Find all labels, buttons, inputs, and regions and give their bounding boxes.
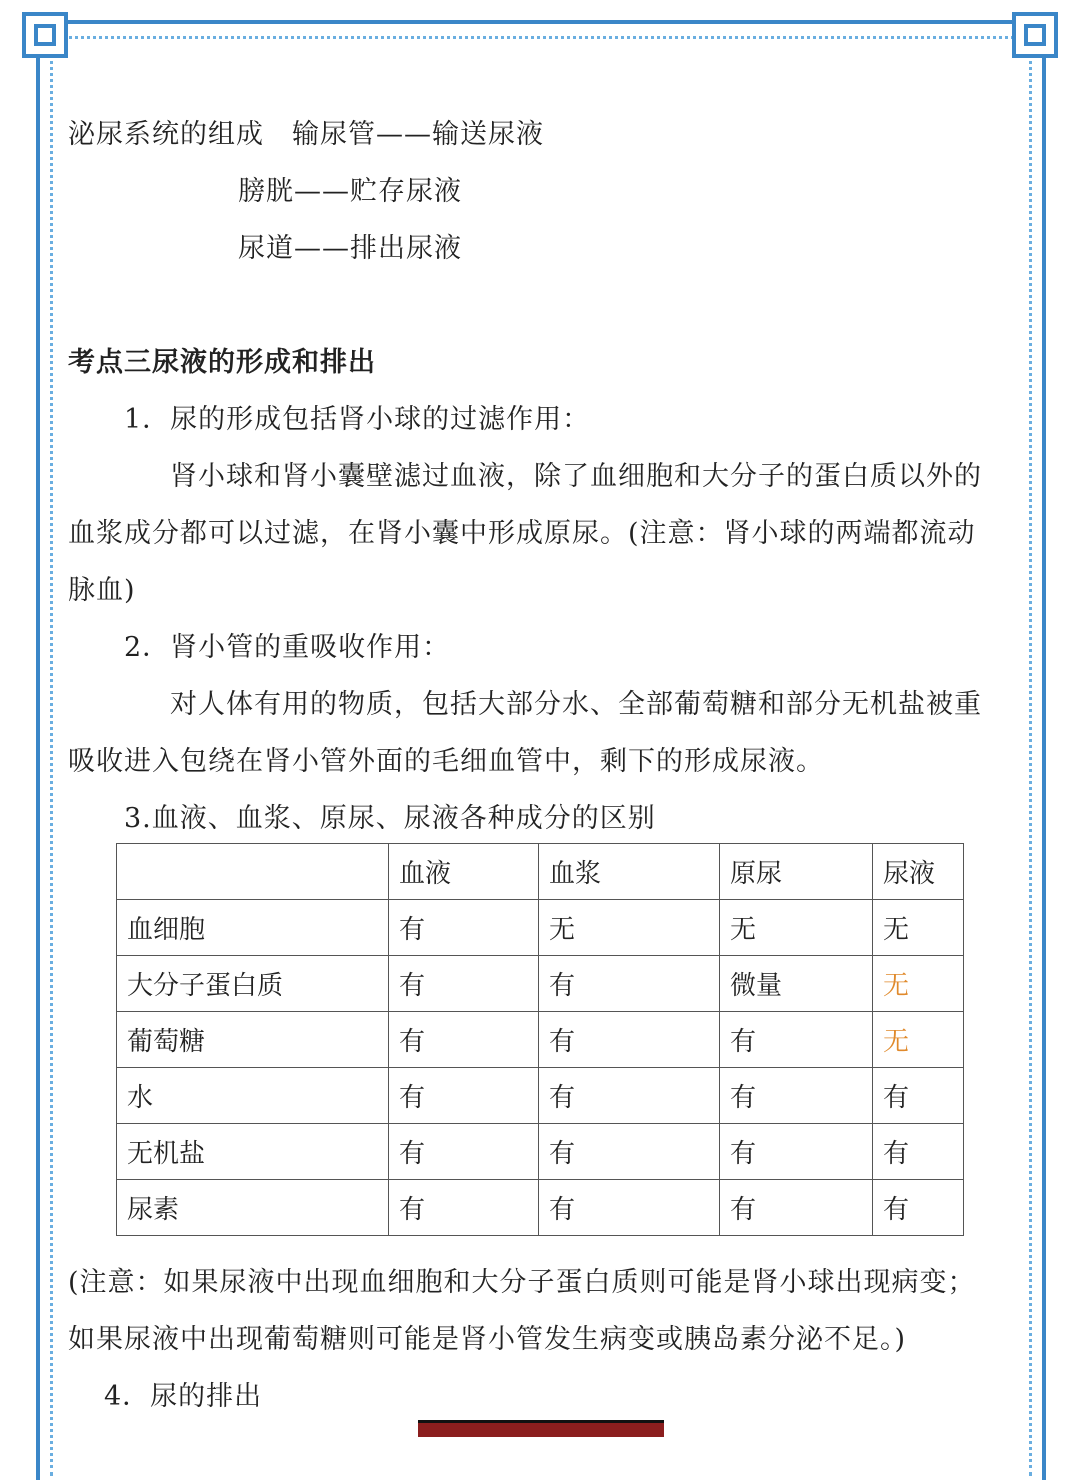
table-cell-highlighted: 无 [873, 956, 964, 1012]
table-cell: 有 [389, 1068, 539, 1124]
table-header-cell: 原尿 [720, 844, 873, 900]
table-header-cell: 尿液 [873, 844, 964, 900]
table-cell: 有 [389, 1124, 539, 1180]
table-row [117, 1012, 964, 1068]
table-cell: 有 [873, 1068, 964, 1124]
table-row [117, 1068, 964, 1124]
table-cell-highlighted: 无 [873, 1012, 964, 1068]
note-line-2: 如果尿液中出现葡萄糖则可能是肾小管发生病变或胰岛素分泌不足。) [68, 1324, 907, 1355]
table-header-row [117, 844, 964, 900]
item-3-heading: 3.血液、血浆、原尿、尿液各种成分的区别 [124, 803, 656, 834]
table-cell: 有 [539, 956, 720, 1012]
composition-table [116, 843, 964, 1236]
table-cell: 有 [389, 1012, 539, 1068]
table-cell: 无机盐 [117, 1124, 389, 1180]
table-header-cell [117, 844, 389, 900]
table-cell: 有 [720, 1068, 873, 1124]
urinary-system-line-3: 尿道——排出尿液 [238, 233, 462, 264]
table-cell: 血细胞 [117, 900, 389, 956]
table-cell: 大分子蛋白质 [117, 956, 389, 1012]
table-cell: 有 [389, 1180, 539, 1236]
table-cell: 葡萄糖 [117, 1012, 389, 1068]
table-cell: 有 [389, 956, 539, 1012]
table-cell: 有 [389, 900, 539, 956]
table-cell: 有 [720, 1124, 873, 1180]
table-cell: 有 [539, 1012, 720, 1068]
table-cell: 有 [873, 1180, 964, 1236]
table-header-cell: 血浆 [539, 844, 720, 900]
corner-ornament-top-left [22, 12, 68, 58]
table-row [117, 956, 964, 1012]
table-row [117, 1180, 964, 1236]
table-row [117, 900, 964, 956]
table-cell: 水 [117, 1068, 389, 1124]
item-2-paragraph-line-2: 吸收进入包绕在肾小管外面的毛细血管中，剩下的形成尿液。 [68, 746, 824, 777]
table-cell: 微量 [720, 956, 873, 1012]
item-2-paragraph-line-1: 对人体有用的物质，包括大部分水、全部葡萄糖和部分无机盐被重 [170, 689, 982, 720]
urinary-system-line-2: 膀胱——贮存尿液 [238, 176, 462, 207]
page-footer-tab [418, 1420, 664, 1437]
note-line-1: (注意：如果尿液中出现血细胞和大分子蛋白质则可能是肾小球出现病变； [68, 1267, 976, 1298]
item-1-heading: 1．尿的形成包括肾小球的过滤作用： [124, 404, 591, 435]
item-2-heading: 2．肾小管的重吸收作用： [124, 632, 451, 663]
table-cell: 有 [873, 1124, 964, 1180]
table-cell: 有 [720, 1180, 873, 1236]
table-cell: 有 [720, 1012, 873, 1068]
table-cell: 有 [539, 1180, 720, 1236]
item-1-paragraph-line-3: 脉血) [68, 575, 136, 606]
item-1-paragraph-line-2: 血浆成分都可以过滤，在肾小囊中形成原尿。(注意：肾小球的两端都流动 [68, 518, 976, 549]
table-header-cell: 血液 [389, 844, 539, 900]
table-cell: 尿素 [117, 1180, 389, 1236]
corner-ornament-top-right [1012, 12, 1058, 58]
section-title: 考点三尿液的形成和排出 [68, 347, 376, 378]
table-cell: 有 [539, 1124, 720, 1180]
table-cell: 无 [539, 900, 720, 956]
urinary-system-line-1: 泌尿系统的组成 输尿管——输送尿液 [68, 119, 544, 150]
table-cell: 无 [720, 900, 873, 956]
item-4-heading: 4．尿的排出 [104, 1381, 263, 1412]
item-1-paragraph-line-1: 肾小球和肾小囊壁滤过血液，除了血细胞和大分子的蛋白质以外的 [170, 461, 982, 492]
table-row [117, 1124, 964, 1180]
table-cell: 有 [539, 1068, 720, 1124]
table-cell: 无 [873, 900, 964, 956]
